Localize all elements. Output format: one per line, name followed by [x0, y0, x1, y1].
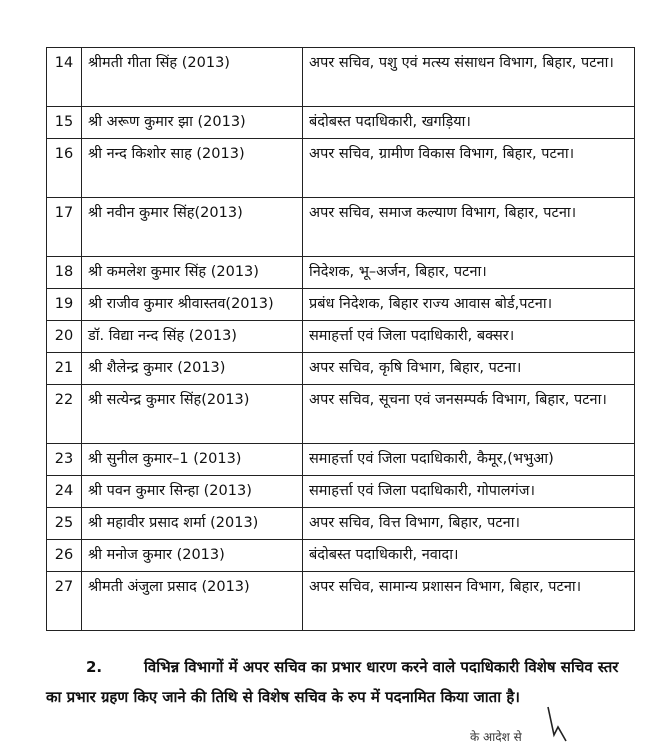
serial-number: 22 — [47, 385, 82, 444]
officer-posting: बंदोबस्त पदाधिकारी, खगड़िया। — [303, 107, 635, 139]
serial-number: 25 — [47, 508, 82, 540]
serial-number: 24 — [47, 476, 82, 508]
officer-name: श्री नवीन कुमार सिंह(2013) — [82, 198, 303, 257]
paragraph-text: विभिन्न विभागों में अपर सचिव का प्रभार धारण करने वाले पदाधिकारी विशेष सचिव स्तर का प्रभार ग्रहण किए जाने की तिथि से विशेष सचिव के रुप में पदनामित किया जाता है। — [46, 658, 619, 706]
officers-table-body — [47, 48, 635, 631]
resolution-paragraph — [46, 652, 636, 712]
officer-name: श्री महावीर प्रसाद शर्मा (2013) — [82, 508, 303, 540]
signature-mark — [540, 705, 600, 743]
officer-name: श्री पवन कुमार सिन्हा (2013) — [82, 476, 303, 508]
officer-posting: समाहर्त्ता एवं जिला पदाधिकारी, बक्सर। — [303, 321, 635, 353]
officer-name: डॉ. विद्या नन्द सिंह (2013) — [82, 321, 303, 353]
table-row — [47, 107, 635, 139]
officer-name: श्रीमती गीता सिंह (2013) — [82, 48, 303, 107]
officer-posting: समाहर्त्ता एवं जिला पदाधिकारी, कैमूर,(भभुआ) — [303, 444, 635, 476]
serial-number: 19 — [47, 289, 82, 321]
table-row — [47, 198, 635, 257]
officer-name: श्रीमती अंजुला प्रसाद (2013) — [82, 572, 303, 631]
table-row — [47, 289, 635, 321]
table-row — [47, 257, 635, 289]
officer-name: श्री सुनील कुमार–1 (2013) — [82, 444, 303, 476]
officer-name: श्री सत्येन्द्र कुमार सिंह(2013) — [82, 385, 303, 444]
serial-number: 20 — [47, 321, 82, 353]
officer-name: श्री कमलेश कुमार सिंह (2013) — [82, 257, 303, 289]
paragraph-number: 2. — [86, 658, 103, 676]
serial-number: 23 — [47, 444, 82, 476]
serial-number: 15 — [47, 107, 82, 139]
officer-name: श्री मनोज कुमार (2013) — [82, 540, 303, 572]
serial-number: 14 — [47, 48, 82, 107]
officer-name: श्री अरूण कुमार झा (2013) — [82, 107, 303, 139]
serial-number: 16 — [47, 139, 82, 198]
serial-number: 26 — [47, 540, 82, 572]
table-row — [47, 321, 635, 353]
serial-number: 18 — [47, 257, 82, 289]
officer-posting: अपर सचिव, ग्रामीण विकास विभाग, बिहार, पटना। — [303, 139, 635, 198]
officer-posting: प्रबंध निदेशक, बिहार राज्य आवास बोर्ड,पटना। — [303, 289, 635, 321]
signature-caption: के आदेश से — [470, 730, 522, 744]
serial-number: 17 — [47, 198, 82, 257]
officer-posting: अपर सचिव, वित्त विभाग, बिहार, पटना। — [303, 508, 635, 540]
officer-posting: अपर सचिव, सूचना एवं जनसम्पर्क विभाग, बिहार, पटना। — [303, 385, 635, 444]
officer-name: श्री शैलेन्द्र कुमार (2013) — [82, 353, 303, 385]
officer-name: श्री नन्द किशोर साह (2013) — [82, 139, 303, 198]
table-row — [47, 540, 635, 572]
table-row — [47, 508, 635, 540]
serial-number: 21 — [47, 353, 82, 385]
officer-posting: समाहर्त्ता एवं जिला पदाधिकारी, गोपालगंज। — [303, 476, 635, 508]
table-row — [47, 572, 635, 631]
table-row — [47, 139, 635, 198]
table-row — [47, 385, 635, 444]
officer-posting: अपर सचिव, पशु एवं मत्स्य संसाधन विभाग, बिहार, पटना। — [303, 48, 635, 107]
officers-table — [46, 47, 635, 631]
officer-posting: निदेशक, भू–अर्जन, बिहार, पटना। — [303, 257, 635, 289]
officer-name: श्री राजीव कुमार श्रीवास्तव(2013) — [82, 289, 303, 321]
table-row — [47, 444, 635, 476]
table-row — [47, 353, 635, 385]
officer-posting: अपर सचिव, सामान्य प्रशासन विभाग, बिहार, पटना। — [303, 572, 635, 631]
officer-posting: बंदोबस्त पदाधिकारी, नवादा। — [303, 540, 635, 572]
serial-number: 27 — [47, 572, 82, 631]
table-row — [47, 476, 635, 508]
officer-posting: अपर सचिव, समाज कल्याण विभाग, बिहार, पटना। — [303, 198, 635, 257]
officer-posting: अपर सचिव, कृषि विभाग, बिहार, पटना। — [303, 353, 635, 385]
table-row — [47, 48, 635, 107]
